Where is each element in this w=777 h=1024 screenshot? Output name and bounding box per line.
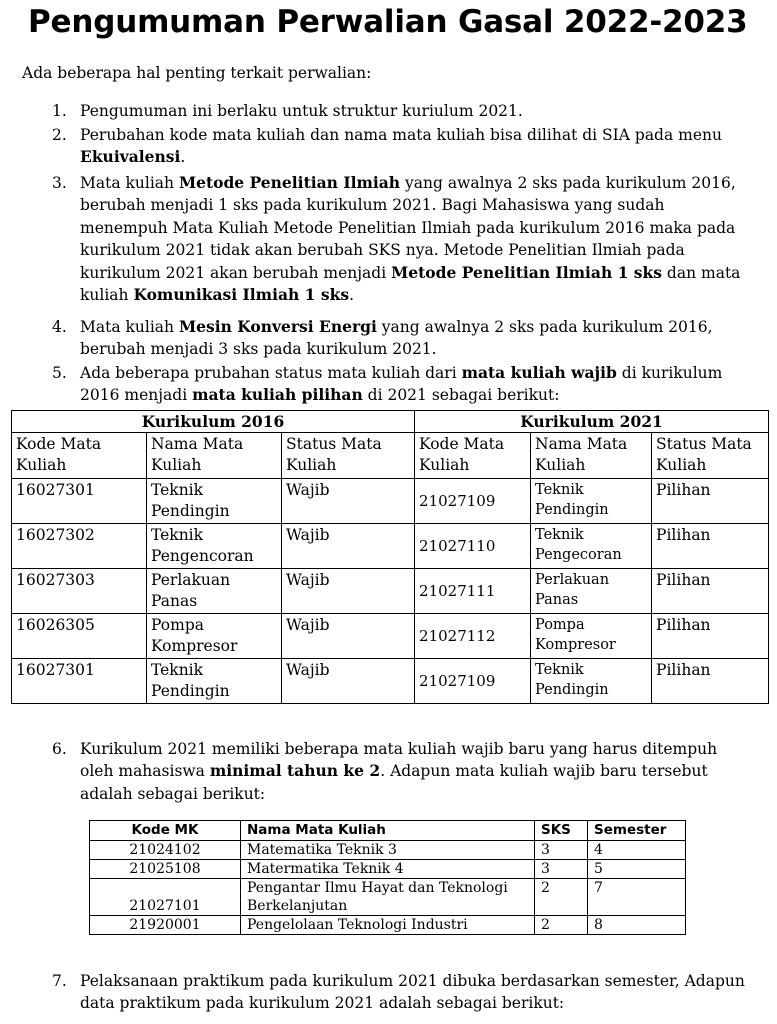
item-text-run: yang awalnya 2 sks pada kurikulum 2016, berubah menjadi 3 sks pada kurikulum 2021. xyxy=(80,318,713,359)
emphasis-text: Komunikasi Ilmiah 1 sks xyxy=(133,285,350,305)
list-item-number: 4. xyxy=(52,318,67,336)
emphasis-text: mata kuliah wajib xyxy=(461,363,617,382)
list-item-text xyxy=(80,126,722,166)
semester-cell: 8 xyxy=(588,916,686,935)
table-row xyxy=(12,659,769,704)
page-title: Pengumuman Perwalian Gasal 2022-2023 xyxy=(28,4,748,40)
emphasis-text: Metode Penelitian Ilmiah 1 sks xyxy=(391,262,662,282)
item-text-run: Pelaksanaan praktikum pada kurikulum 2021 dibuka berdasarkan semester, Adapun data praktikum pada kurikulum 2021 adalah sebagai berikut: xyxy=(80,972,745,1013)
list-item xyxy=(52,738,752,805)
semester-cell: 7 xyxy=(588,879,686,916)
column-header-semester: Semester xyxy=(588,821,686,841)
column-header-nama-mata-kuliah: Nama Mata Kuliah xyxy=(241,821,535,841)
list-item-text xyxy=(80,740,717,803)
list-item-number: 7. xyxy=(52,972,67,990)
list-item-number: 3. xyxy=(52,174,67,192)
sks-cell: 3 xyxy=(535,860,588,879)
table-row xyxy=(12,479,769,524)
item-text-run: . Adapun mata kuliah wajib baru tersebut adalah sebagai berikut: xyxy=(80,762,708,803)
status-2021-cell: Pilihan xyxy=(652,479,769,524)
table-row xyxy=(90,879,686,916)
status-2021-cell: Pilihan xyxy=(652,659,769,704)
kode-2016-cell: 16026305 xyxy=(12,614,147,659)
emphasis-text: Metode Penelitian Ilmiah xyxy=(178,173,401,192)
kode-2016-cell: 16027303 xyxy=(12,569,147,614)
list-item xyxy=(52,970,752,1015)
status-change-table xyxy=(11,410,769,704)
list-item-text xyxy=(80,102,523,120)
kode-2021-cell: 21027109 xyxy=(415,659,531,704)
nama-mata-kuliah-cell: Pengelolaan Teknologi Industri xyxy=(241,916,535,935)
kode-2016-cell: 16027301 xyxy=(12,479,147,524)
list-item-text xyxy=(80,318,713,358)
list-item-number: 2. xyxy=(52,126,67,144)
item-text-run: Ada beberapa prubahan status mata kuliah dari xyxy=(80,364,462,382)
kode-2016-cell: 16027301 xyxy=(12,659,147,704)
nama-mata-kuliah-cell: Pengantar Ilmu Hayat dan Teknologi Berkelanjutan xyxy=(241,879,535,916)
list-item-text xyxy=(80,364,722,404)
emphasis-text: mata kuliah pilihan xyxy=(192,385,363,405)
nama-2021-cell: Teknik Pendingin xyxy=(531,659,652,704)
sks-cell: 2 xyxy=(535,879,588,916)
emphasis-text: Ekuivalensi xyxy=(80,147,181,167)
list-item-text xyxy=(80,972,745,1012)
list-item xyxy=(52,362,752,407)
sks-cell: 2 xyxy=(535,916,588,935)
status-2016-cell: Wajib xyxy=(282,479,415,524)
status-2021-cell: Pilihan xyxy=(652,524,769,569)
kode-2016-cell: 16027302 xyxy=(12,524,147,569)
status-2016-cell: Wajib xyxy=(282,659,415,704)
nama-2021-cell: Teknik Pendingin xyxy=(531,479,652,524)
kurikulum-2021-header: Kurikulum 2021 xyxy=(415,411,769,433)
nama-2016-cell: Perlakuan Panas xyxy=(147,569,282,614)
nama-2016-cell: Teknik Pendingin xyxy=(147,659,282,704)
table-row xyxy=(90,860,686,879)
column-header-kode: Kode Mata Kuliah xyxy=(12,433,147,479)
table-row xyxy=(12,524,769,569)
semester-cell: 5 xyxy=(588,860,686,879)
table-row xyxy=(12,614,769,659)
kurikulum-2016-header: Kurikulum 2016 xyxy=(12,411,415,433)
kode-2021-cell: 21027111 xyxy=(415,569,531,614)
kode-mk-cell: 21025108 xyxy=(90,860,241,879)
kode-mk-cell: 21920001 xyxy=(90,916,241,935)
column-header-status: Status Mata Kuliah xyxy=(652,433,769,479)
status-2021-cell: Pilihan xyxy=(652,614,769,659)
kode-2021-cell: 21027112 xyxy=(415,614,531,659)
nama-mata-kuliah-cell: Matematika Teknik 3 xyxy=(241,841,535,860)
column-header-kode-mk: Kode MK xyxy=(90,821,241,841)
status-2021-cell: Pilihan xyxy=(652,569,769,614)
column-header-sks: SKS xyxy=(535,821,588,841)
column-header-kode: Kode Mata Kuliah xyxy=(415,433,531,479)
list-item-text xyxy=(80,174,740,304)
table-row xyxy=(90,916,686,935)
item-text-run: Perubahan kode mata kuliah dan nama mata kuliah bisa dilihat di SIA pada menu xyxy=(80,126,722,144)
list-item xyxy=(52,124,752,169)
new-mandatory-courses-table xyxy=(89,820,686,935)
column-header-status: Status Mata Kuliah xyxy=(282,433,415,479)
emphasis-text: Mesin Konversi Energi xyxy=(178,317,377,336)
item-text-run: Pengumuman ini berlaku untuk struktur kuriulum 2021. xyxy=(80,102,523,120)
list-item xyxy=(52,316,752,361)
item-text-run: . xyxy=(349,286,354,305)
table-row xyxy=(12,569,769,614)
status-2016-cell: Wajib xyxy=(282,524,415,569)
emphasis-text: minimal tahun ke 2 xyxy=(209,761,381,781)
nama-2016-cell: Teknik Pengencoran xyxy=(147,524,282,569)
nama-mata-kuliah-cell: Matermatika Teknik 4 xyxy=(241,860,535,879)
intro-text: Ada beberapa hal penting terkait perwalian: xyxy=(22,64,372,82)
kode-2021-cell: 21027109 xyxy=(415,479,531,524)
item-text-run: yang awalnya 2 sks pada kurikulum 2016, berubah menjadi 1 sks pada kurikulum 2021. Bagi Mahasiswa yang sudah menempuh Mata Kuliah Metode Penelitian Ilmiah pada kurikulum 2016 maka pada kurikulum 2021 tidak akan berubah SKS nya. Metode Penelitian Ilmiah pada kurikulum 2021 akan berubah menjadi xyxy=(80,174,736,282)
nama-2016-cell: Teknik Pendingin xyxy=(147,479,282,524)
kode-2021-cell: 21027110 xyxy=(415,524,531,569)
item-text-run: di 2021 sebagai berikut: xyxy=(362,386,560,405)
status-2016-cell: Wajib xyxy=(282,569,415,614)
nama-2021-cell: Pompa Kompresor xyxy=(531,614,652,659)
item-text-run: Mata kuliah xyxy=(80,318,179,336)
item-text-run: di kurikulum 2016 menjadi xyxy=(80,364,723,405)
kode-mk-cell: 21027101 xyxy=(90,879,241,916)
item-text-run: dan mata kuliah xyxy=(80,263,741,305)
kode-mk-cell: 21024102 xyxy=(90,841,241,860)
column-header-nama: Nama Mata Kuliah xyxy=(147,433,282,479)
item-text-run: Kurikulum 2021 memiliki beberapa mata kuliah wajib baru yang harus ditempuh oleh mahasiswa xyxy=(80,740,718,781)
list-item-number: 6. xyxy=(52,740,67,758)
list-item-number: 5. xyxy=(52,364,67,382)
nama-2021-cell: Perlakuan Panas xyxy=(531,569,652,614)
item-text-run: . xyxy=(180,148,186,167)
nama-2021-cell: Teknik Pengecoran xyxy=(531,524,652,569)
column-header-nama: Nama Mata Kuliah xyxy=(531,433,652,479)
nama-2016-cell: Pompa Kompresor xyxy=(147,614,282,659)
item-text-run: Mata kuliah xyxy=(80,174,179,192)
status-2016-cell: Wajib xyxy=(282,614,415,659)
semester-cell: 4 xyxy=(588,841,686,860)
list-item xyxy=(52,172,752,306)
sks-cell: 3 xyxy=(535,841,588,860)
table-row xyxy=(90,841,686,860)
list-item-number: 1. xyxy=(52,102,67,120)
list-item xyxy=(52,100,752,122)
